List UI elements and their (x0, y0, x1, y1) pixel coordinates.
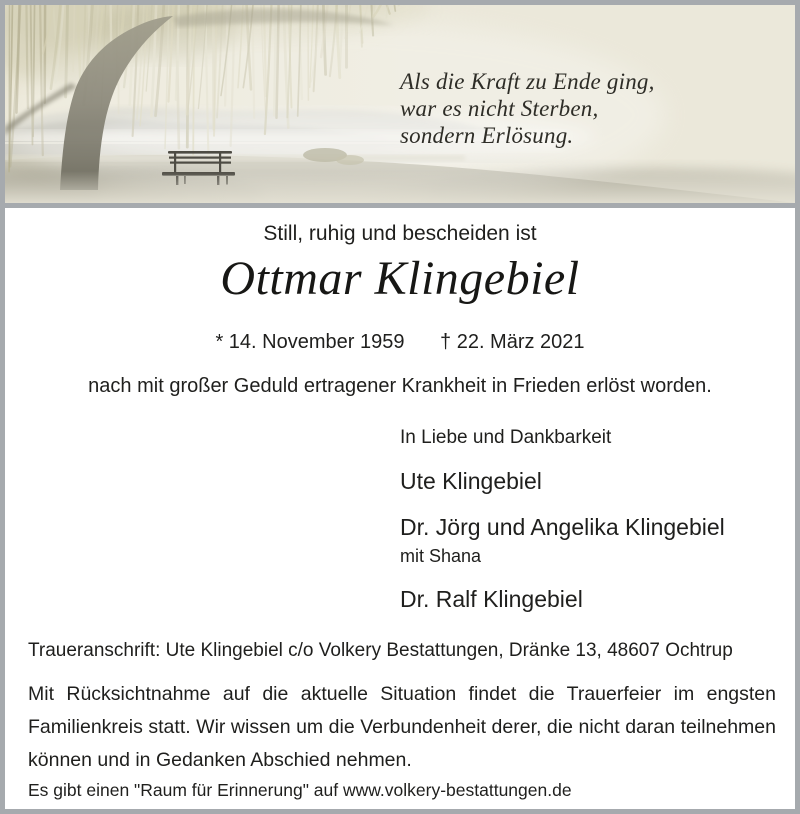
mourner-name: Dr. Ralf Klingebiel (400, 586, 583, 612)
memorial-photo (5, 5, 795, 208)
death-message: nach mit großer Geduld ertragener Krankheit in Frieden erlöst worden. (88, 375, 712, 397)
mourning-address: Traueranschrift: Ute Klingebiel c/o Volkery Bestattungen, Dränke 13, 48607 Ochtrup (28, 640, 733, 661)
intro-line: Still, ruhig und bescheiden ist (263, 222, 537, 245)
birth-date: * 14. November 1959 (215, 331, 405, 353)
mourner-name: Dr. Jörg und Angelika Klingebiel (400, 514, 725, 540)
memorial-quote (400, 68, 655, 149)
quote-line-3: sondern Erlösung. (400, 123, 574, 148)
funeral-notice: Mit Rücksichtnahme auf die aktuelle Situation findet die Trauerfeier im engsten Familienkreis statt. Wir wissen um die Verbundenheit derer, die nicht daran teilnehmen können und in Gedanken Abschied nehmen. (28, 683, 776, 771)
mourners-heading: In Liebe und Dankbarkeit (400, 427, 612, 448)
deceased-name: Ottmar Klingebiel (220, 252, 580, 305)
mourners-block (400, 426, 725, 614)
death-date: † 22. März 2021 (440, 331, 585, 353)
website-url: www.volkery-bestattungen.de (342, 780, 572, 800)
life-dates (5, 328, 795, 356)
quote-line-2: war es nicht Sterben, (400, 96, 599, 121)
memory-room-line (28, 778, 778, 802)
bottom-fog (5, 171, 795, 203)
memory-room-text: Es gibt einen "Raum für Erinnerung" auf (28, 780, 343, 800)
announcement-body (5, 208, 795, 809)
mourner-note: mit Shana (400, 546, 482, 566)
quote-line-1: Als die Kraft zu Ende ging, (400, 69, 655, 94)
mourner-name: Ute Klingebiel (400, 468, 542, 494)
